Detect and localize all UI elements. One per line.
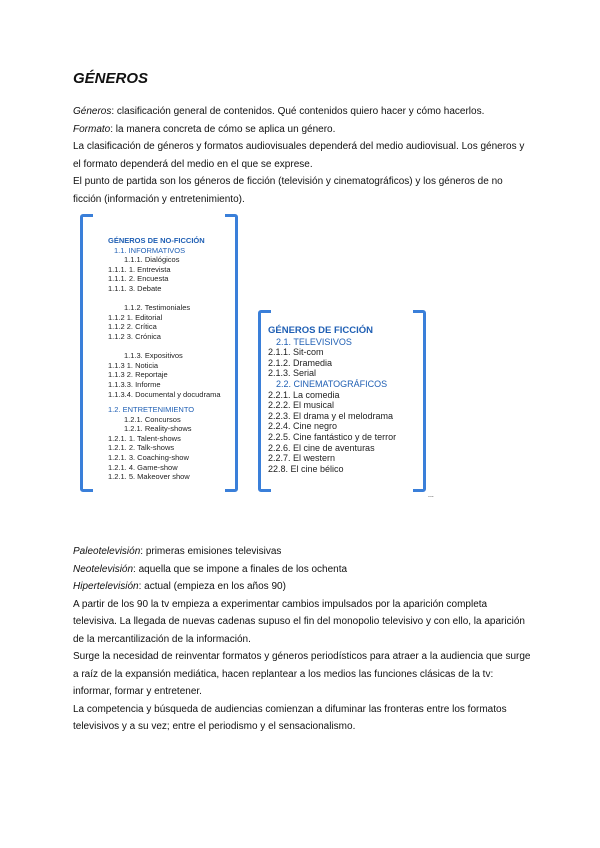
list-item: 2.2.3. El drama y el melodrama (268, 410, 394, 421)
list-item: 1.1.3.4. Documental y docudrama (108, 389, 221, 399)
list-item: 2.2.4. Cine negro (268, 421, 338, 432)
term: Paleotelevisión (73, 546, 141, 557)
definition: : la manera concreta de cómo se aplica un género. (110, 123, 336, 135)
expositivos-heading: 1.1.3. Expositivos (124, 351, 183, 361)
paragraph: A partir de los 90 la tv empieza a experimentar cambios impulsados por la aparición completa televisiva. La llegada de nuevas cadenas supuso el fin del monopolio televisivo y con ello, la aparición de la mercantilización de la información. (73, 598, 525, 645)
list-item: 1.1.3 1. Noticia (108, 360, 159, 370)
dialogicos-heading: 1.1.1. Dialógicos (124, 255, 180, 265)
definition: : actual (empieza en los años 90) (138, 581, 286, 592)
list-item: 1.1.1. 2. Encuesta (108, 274, 169, 284)
list-item: 2.2.5. Cine fantástico y de terror (268, 431, 397, 442)
list-item: 1.1.2 2. Crítica (108, 322, 157, 332)
term: Géneros (73, 106, 112, 117)
paragraph (73, 561, 533, 579)
definition: : primeras emisiones televisivas (140, 546, 282, 557)
paragraph (73, 121, 533, 139)
nonfiction-list (108, 236, 221, 482)
entretenimiento-heading: 1.2. ENTRETENIMIENTO (108, 405, 195, 415)
list-item: 1.2.1. 3. Coaching-show (108, 453, 189, 463)
definition: : aquella que se impone a finales de los ochenta (133, 563, 348, 575)
televisivos-heading: 2.1. TELEVISIVOS (276, 336, 352, 347)
list-item: 1.1.2 1. Editorial (108, 312, 163, 322)
term: Hipertelevisión (73, 581, 139, 592)
definition: : clasificación general de contenidos. Qué contenidos quiero hacer y cómo hacerlos. (111, 106, 485, 117)
fiction-list (268, 326, 396, 474)
informativos-heading: 1.1. INFORMATIVOS (114, 245, 186, 255)
list-item: 1.1.1. 3. Debate (108, 283, 162, 293)
intro-section (73, 103, 533, 208)
paragraph (73, 578, 533, 596)
paragraph: La clasificación de géneros y formatos audiovisuales dependerá del medio audiovisual. Los géneros y el formato dependerá del medio en el que se exprese. (73, 141, 525, 170)
term: Formato (73, 123, 111, 135)
list-item: 2.2.6. El cine de aventuras (268, 442, 375, 453)
ellipsis: ... (428, 492, 434, 499)
list-item: 1.2.1. 2. Talk-shows (108, 443, 175, 453)
list-item: 1.1.2 3. Crónica (108, 331, 161, 341)
list-item: 2.1.3. Serial (268, 368, 317, 379)
nonfiction-heading: GÉNEROS DE NO-FICCIÓN (108, 236, 205, 245)
page-title: GÉNEROS (73, 70, 149, 87)
term: Neotelevisión (73, 563, 134, 575)
list-item: 1.2.1. 4. Game-show (108, 462, 178, 472)
list-item: 1.1.1. 1. Entrevista (108, 264, 171, 274)
testimoniales-heading: 1.1.2. Testimoniales (124, 303, 191, 313)
list-item: 2.2.1. La comedia (268, 389, 340, 400)
list-item: 22.8. El cine bélico (268, 463, 344, 474)
list-item: 1.2.1. 5. Makeover show (108, 472, 190, 482)
concursos-heading: 1.2.1. Concursos (124, 414, 181, 424)
paragraph: Surge la necesidad de reinventar formatos y géneros periodísticos para atraer a la audiencia que surge a raíz de la expansión mediática, hacen replantear a los medios las funciones clásicas de la tv: informar, formar y entretener. (73, 651, 531, 697)
list-item: 2.1.1. Sit-com (268, 347, 324, 358)
list-item: 2.2.2. El musical (268, 400, 335, 411)
list-item: 1.1.3 2. Reportaje (108, 370, 168, 380)
outro-section (73, 543, 533, 736)
fiction-heading: GÉNEROS DE FICCIÓN (268, 325, 374, 336)
paragraph (73, 103, 533, 121)
cinematograficos-heading: 2.2. CINEMATOGRÁFICOS (276, 378, 388, 389)
paragraph: El punto de partida son los géneros de ficción (televisión y cinematográficos) y los géneros de no ficción (información y entretenimiento). (73, 176, 503, 205)
list-item: 1.1.3.3. Informe (108, 379, 161, 389)
list-item: 2.1.2. Dramedia (268, 357, 333, 368)
list-item: 1.2.1. 1. Talent-shows (108, 433, 181, 443)
list-item: 2.2.7. El western (268, 453, 336, 464)
paragraph (73, 543, 533, 561)
reality-heading: 1.2.1. Reality-shows (124, 424, 192, 434)
paragraph: La competencia y búsqueda de audiencias comienzan a difuminar las fronteras entre los formatos televisivos y a su vez; entre el periodismo y el sensacionalismo. (73, 703, 507, 732)
